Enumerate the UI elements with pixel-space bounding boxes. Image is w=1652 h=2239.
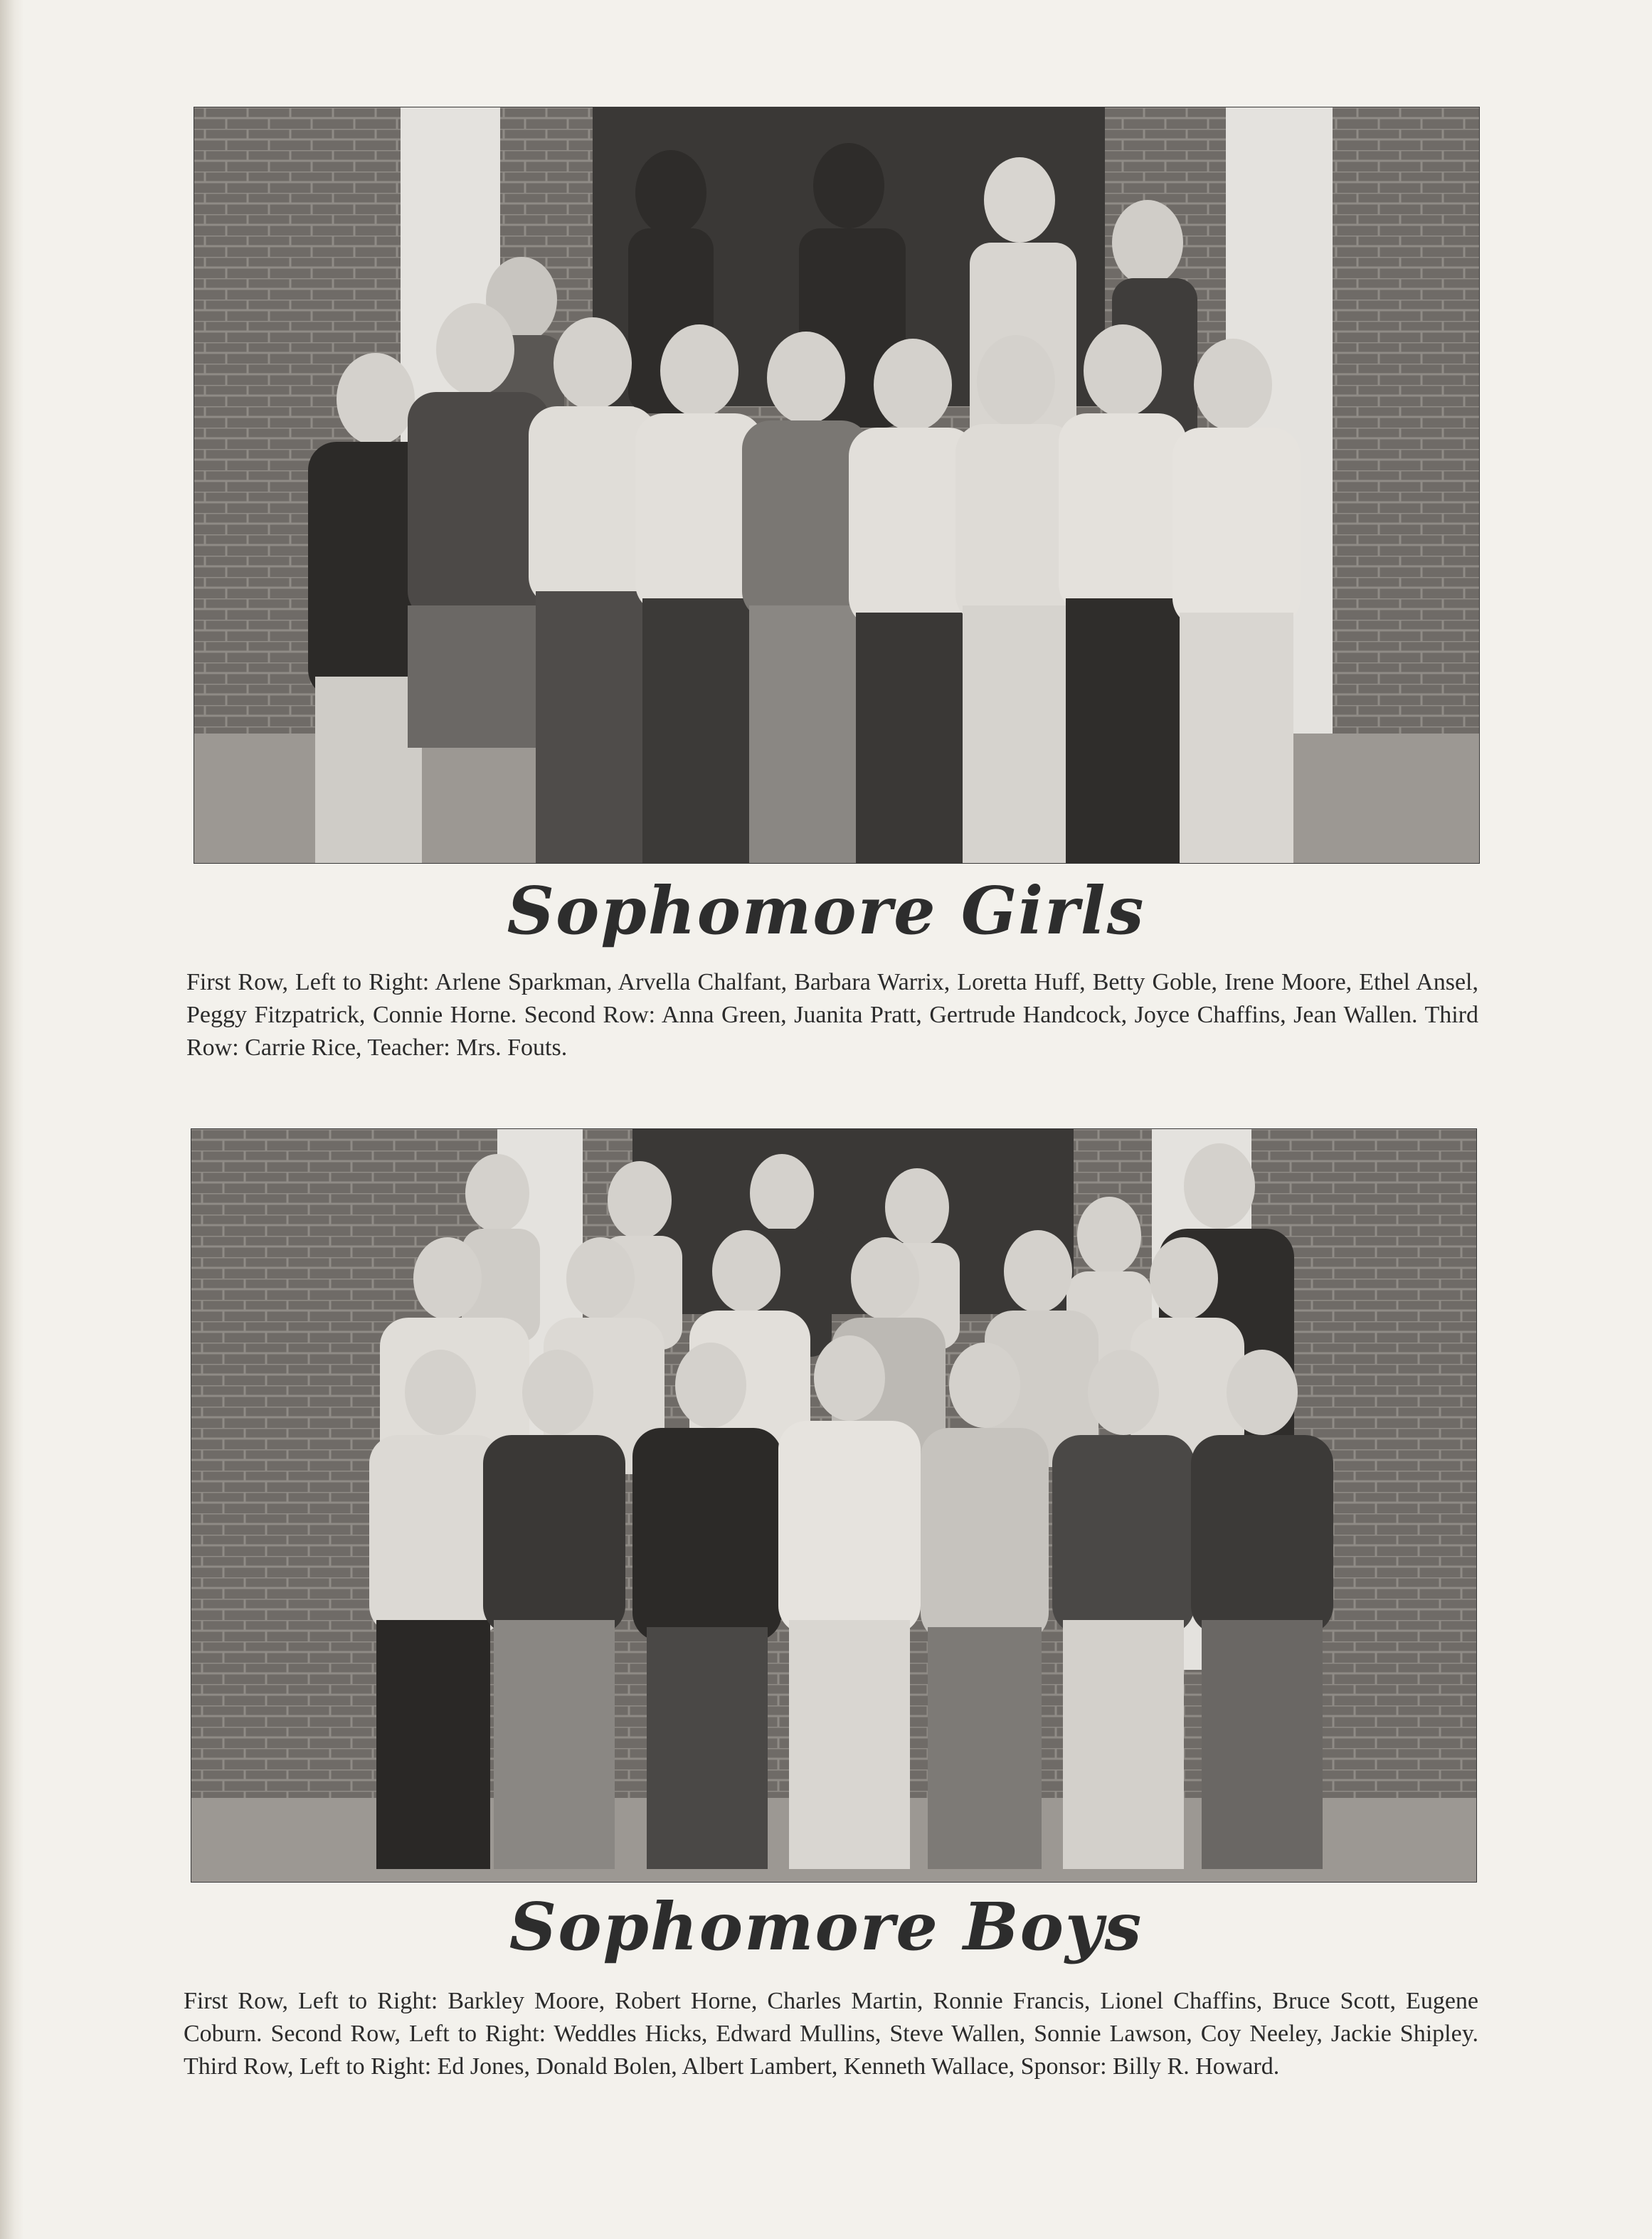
section-title-girls: Sophomore Girls bbox=[507, 872, 1145, 949]
caption-boys-text: First Row, Left to Right: Barkley Moore, Robert Horne, Charles Martin, Ronnie Francis, Lionel Chaffins, Bruce Scott, Eugene Coburn. Second Row, Left to Right: Weddles Hicks, Edward Mullins, Steve Wallen, Sonnie Lawson, Coy Neeley, Jackie Shipley. Third Row, Left to Right: Ed Jones, Donald Bolen, Albert Lambert, Kenneth Wallace, Sponsor: Billy R. Howard. bbox=[184, 1988, 1478, 2080]
sophomore-girls-photo bbox=[194, 107, 1480, 864]
caption-girls bbox=[186, 966, 1478, 1064]
sophomore-boys-photo bbox=[191, 1128, 1477, 1883]
section-title-boys: Sophomore Boys bbox=[509, 1888, 1143, 1965]
caption-boys bbox=[184, 1985, 1478, 2083]
caption-girls-text: First Row, Left to Right: Arlene Sparkman, Arvella Chalfant, Barbara Warrix, Loretta Huff, Betty Goble, Irene Moore, Ethel Ansel, Peggy Fitzpatrick, Connie Horne. Second Row: Anna Green, Juanita Pratt, Gertrude Handcock, Joyce Chaffins, Jean Wallen. Third Row: Carrie Rice, Teacher: Mrs. Fouts. bbox=[186, 969, 1478, 1061]
